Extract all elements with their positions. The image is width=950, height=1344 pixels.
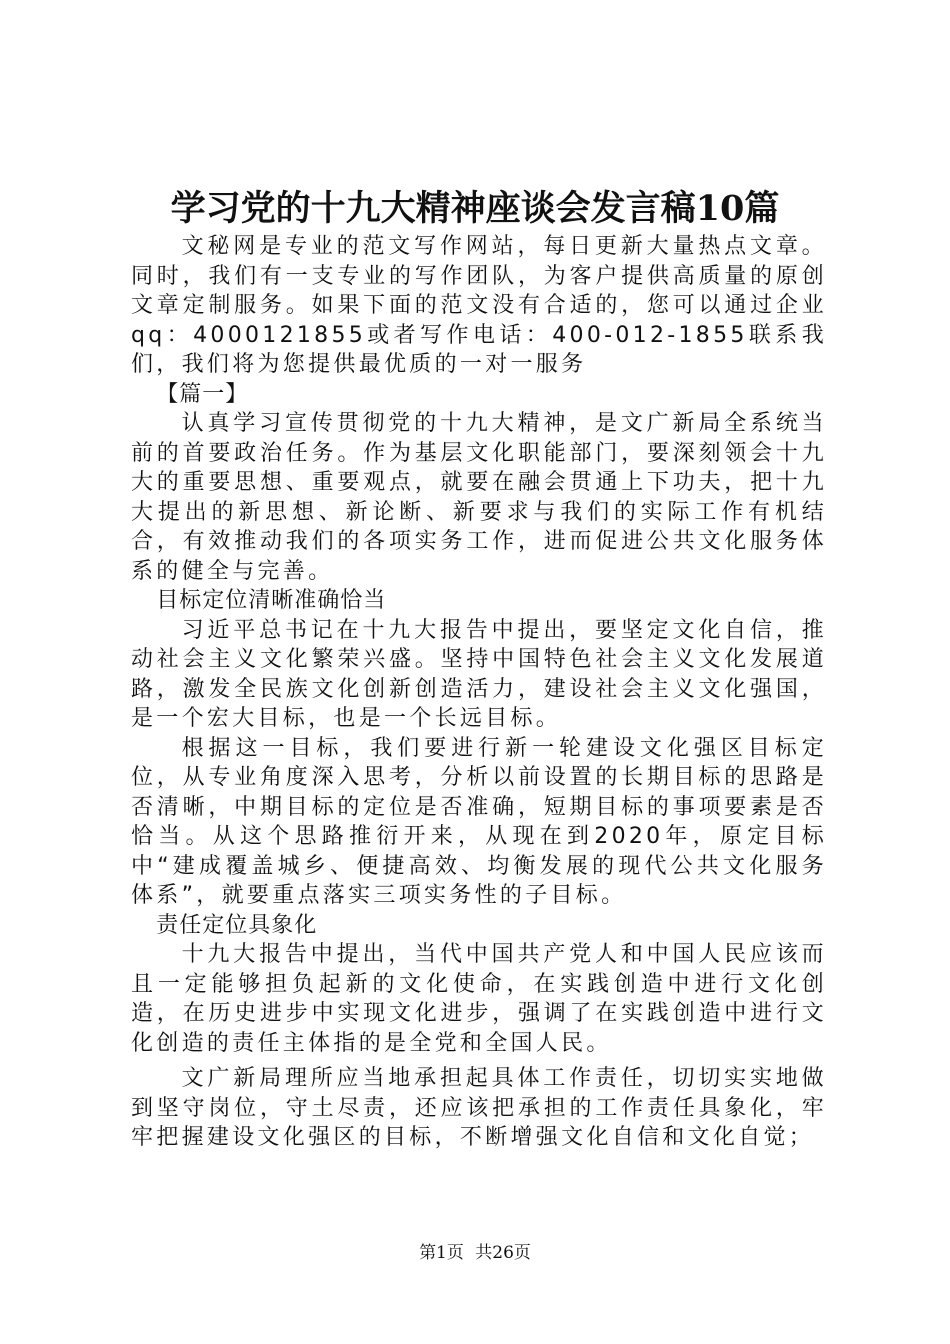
section-heading: 目标定位清晰准确恰当 — [156, 588, 387, 613]
section-label: 【篇一】 — [156, 381, 249, 407]
section-heading: 责任定位具象化 — [156, 912, 318, 938]
document-title: 学习党的十九大精神座谈会发言稿10篇 — [170, 188, 780, 229]
body-paragraph: 十九大报告中提出，当代中国共产党人和中国人民应该而且一定能够担负起新的文化使命，在实践创造中进行文化创造，在历史进步中实现文化进步，强调了在实践创造中进行文化创造的责任主体指的是全党和全国人民。 — [131, 942, 827, 1056]
body-paragraph: 认真学习宣传贯彻党的十九大精神，是文广新局全系统当前的首要政治任务。作为基层文化职能部门，要深刻领会十九大的重要思想、重要观点，就要在融会贯通上下功夫，把十九大提出的新思想、新论断、新要求与我们的实际工作有机结合，有效推动我们的各项实务工作，进而促进公共文化服务体系的健全与完善。 — [131, 411, 827, 584]
page-total: 共26页 — [475, 1243, 531, 1263]
intro-paragraph: 文秘网是专业的范文写作网站，每日更新大量热点文章。同时，我们有一支专业的写作团队，为客户提供高质量的原创文章定制服务。如果下面的范文没有合适的，您可以通过企业qq：4000121855或者写作电话：400-012-1855联系我们，我们将为您提供最优质的一对一服务 — [131, 234, 827, 377]
page-footer — [0, 1242, 950, 1264]
body-paragraph: 文广新局理所应当地承担起具体工作责任，切切实实地做到坚守岗位，守土尽责，还应该把承担的工作责任具象化，牢牢把握建设文化强区的目标，不断增强文化自信和文化自觉； — [131, 1066, 827, 1150]
page-number: 第1页 — [419, 1243, 464, 1263]
body-paragraph: 习近平总书记在十九大报告中提出，要坚定文化自信，推动社会主义文化繁荣兴盛。坚持中国特色社会主义文化发展道路，激发全民族文化创新创造活力，建设社会主义文化强国，是一个宏大目标，也是一个长远目标。 — [131, 617, 827, 731]
body-paragraph: 根据这一目标，我们要进行新一轮建设文化强区目标定位，从专业角度深入思考，分析以前设置的长期目标的思路是否清晰，中期目标的定位是否准确，短期目标的事项要素是否恰当。从这个思路推衍开来，从现在到2020年，原定目标中“建成覆盖城乡、便捷高效、均衡发展的现代公共文化服务体系”，就要重点落实三项实务性的子目标。 — [131, 735, 827, 908]
document-body — [131, 232, 827, 1153]
